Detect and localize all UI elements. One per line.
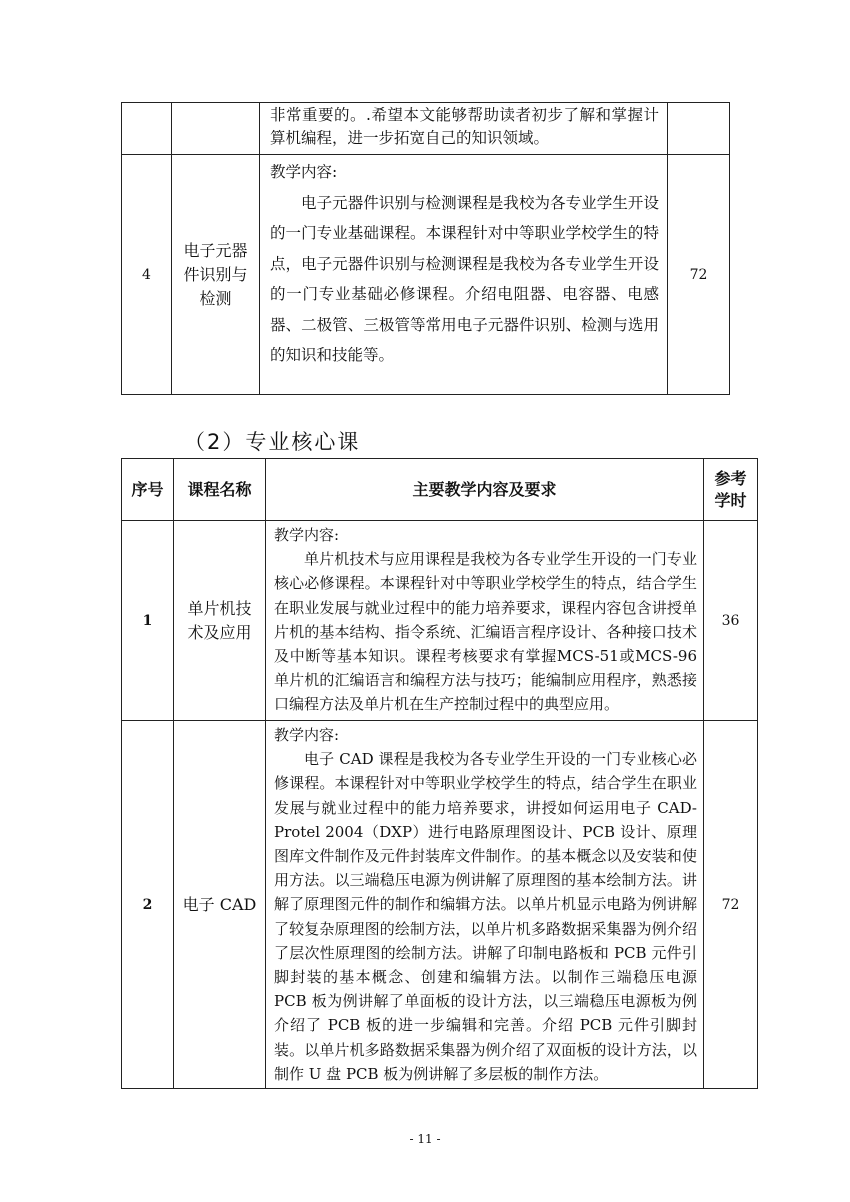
- page-number: - 11 -: [409, 1132, 441, 1146]
- table-row: [122, 521, 758, 721]
- content-heading: 教学内容:: [270, 163, 338, 181]
- table-row: [122, 155, 730, 395]
- header-number: 序号: [122, 459, 174, 521]
- course-content-text: 电子 CAD 课程是我校为各专业学生开设的一门专业核心必修课程。本课程针对中等职业学校学生的特点，结合学生在职业发展与就业过程中的能力培养要求，讲授如何运用电子 CAD-Protel 2004（DXP）进行电路原理图设计、PCB 设计、原理图库文件制作及元件封装库文件制作。的基本概念以及安装和使用方法。以三端稳压电源为例讲解了原理图的基本绘制方法。讲解了原理图元件的制作和编辑方法。以单片机显示电路为例讲解了较复杂原理图的绘制方法，以单片机多路数据采集器为例介绍了层次性原理图的绘制方法。讲解了印制电路板和 PCB 元件引脚封装的基本概念、创建和编辑方法。以制作三端稳压电源 PCB 板为例讲解了单面板的设计方法，以三端稳压电源板为例介绍了 PCB 板的进一步编辑和完善。介绍 PCB 元件引脚封装。以单片机多路数据采集器为例介绍了双面板的设计方法，以制作 U 盘 PCB 板为例讲解了多层板的制作方法。: [274, 750, 697, 1083]
- section-title: （2）专业核心课: [184, 430, 361, 454]
- content-heading: 教学内容:: [274, 526, 340, 544]
- content-heading: 教学内容:: [274, 726, 340, 744]
- course-content-text: 电子元器件识别与检测课程是我校为各专业学生开设的一门专业基础课程。本课程针对中等职业学校学生的特点，电子元器件识别与检测课程是我校为各专业学生开设的一门专业基础必修课程。介绍电阻器、电容器、电感器、二极管、三极管等常用电子元器件识别、检测与选用的知识和技能等。: [270, 193, 659, 364]
- course-hours: [668, 103, 730, 155]
- course-hours: 72: [668, 155, 730, 395]
- course-number: [122, 103, 172, 155]
- course-content-text: 非常重要的。.希望本文能够帮助读者初步了解和掌握计算机编程，进一步拓宽自己的知识领域。: [270, 106, 659, 147]
- header-content: 主要教学内容及要求: [266, 459, 704, 521]
- course-content-text: 单片机技术与应用课程是我校为各专业学生开设的一门专业核心必修课程。本课程针对中等职业学校学生的特点，结合学生在职业发展与就业过程中的能力培养要求，课程内容包含讲授单片机的基本结构、指令系统、汇编语言程序设计、各种接口技术及中断等基本知识。课程考核要求有掌握MCS-51或MCS-96单片机的汇编语言和编程方法与技巧；能编制应用程序，熟悉接口编程方法及单片机在生产控制过程中的典型应用。: [274, 550, 697, 714]
- course-content: [260, 103, 668, 155]
- course-name: 电子 CAD: [174, 721, 266, 1089]
- course-content: [266, 521, 704, 721]
- course-name: 单片机技术及应用: [174, 521, 266, 721]
- course-number: 4: [122, 155, 172, 395]
- course-hours: 72: [704, 721, 758, 1089]
- course-hours: 36: [704, 521, 758, 721]
- header-course-name: 课程名称: [174, 459, 266, 521]
- course-name: [172, 103, 260, 155]
- course-table-continued: [121, 102, 730, 395]
- course-number: 1: [122, 521, 174, 721]
- course-content: [260, 155, 668, 395]
- core-course-table: [121, 458, 758, 1089]
- table-header-row: [122, 459, 758, 521]
- table-row: [122, 103, 730, 155]
- course-content: [266, 721, 704, 1089]
- course-number: 2: [122, 721, 174, 1089]
- table-row: [122, 721, 758, 1089]
- header-hours: 参考学时: [704, 459, 758, 521]
- course-name: 电子元器件识别与检测: [172, 155, 260, 395]
